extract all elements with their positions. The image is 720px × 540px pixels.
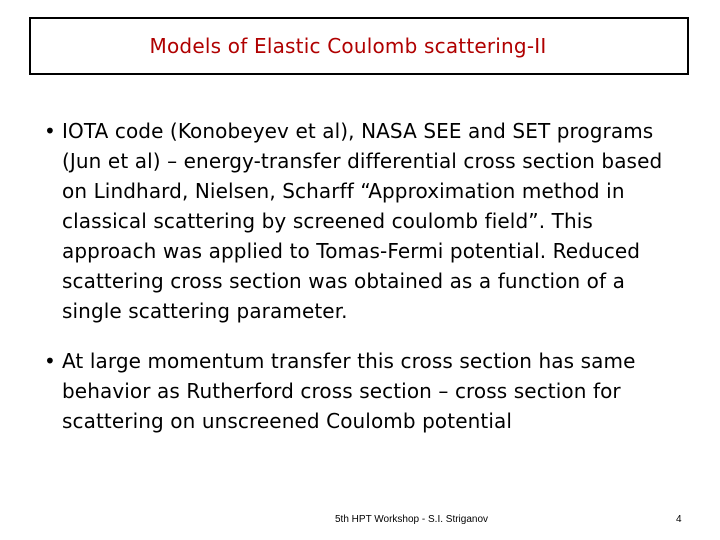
bullet-item xyxy=(44,116,674,326)
title-box xyxy=(29,17,689,75)
bullet-list xyxy=(44,116,674,436)
bullet-text: IOTA code (Konobeyev et al), NASA SEE and SET programs (Jun et al) – energy-transfer differential cross section based on Lindhard, Nielsen, Scharff “Approximation method in classical scattering by screened coulomb field”. This approach was applied to Tomas-Fermi potential. Reduced scattering cross section was obtained as a function of a single scattering parameter. xyxy=(62,119,663,323)
bullet-marker: • xyxy=(44,119,56,143)
bullet-item xyxy=(44,346,674,436)
page-number: 4 xyxy=(676,514,682,525)
footer-text: 5th HPT Workshop - S.I. Striganov xyxy=(335,514,489,525)
bullet-marker: • xyxy=(44,349,56,373)
bullet-text: At large momentum transfer this cross section has same behavior as Rutherford cross section – cross section for scattering on unscreened Coulomb potential xyxy=(62,349,636,433)
slide-title: Models of Elastic Coulomb scattering-II xyxy=(149,34,547,58)
